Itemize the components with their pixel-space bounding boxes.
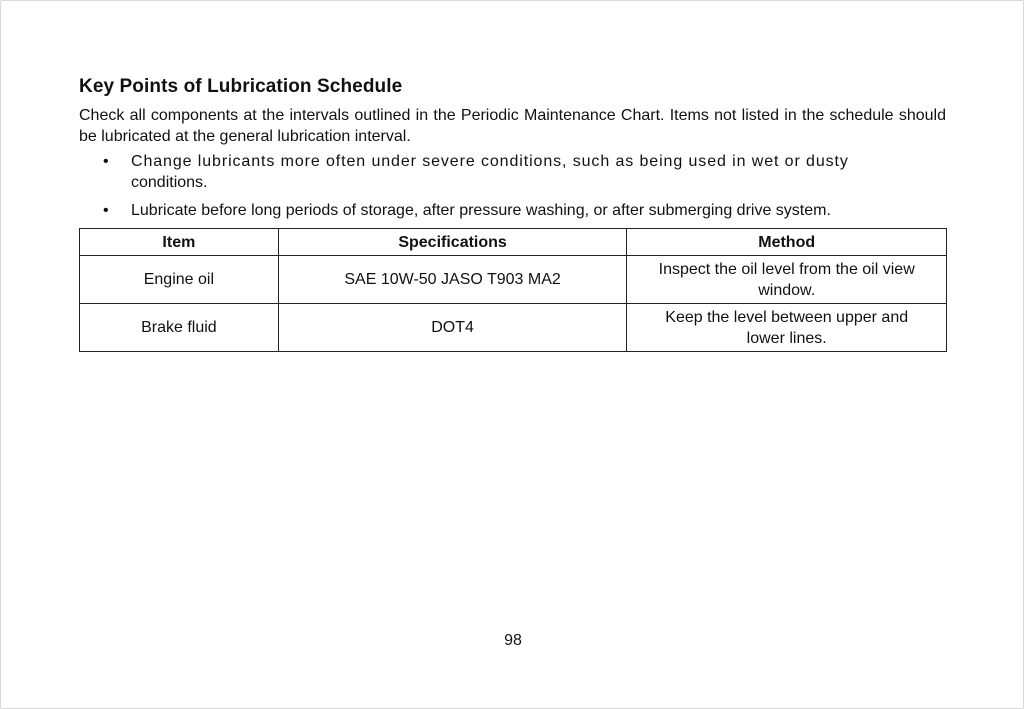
cell-method-line1: Keep the level between upper and	[665, 308, 909, 326]
table-header-row	[80, 229, 947, 256]
bullet-text-main: Change lubricants more often under severe conditions, such as being used in wet or dusty	[131, 153, 849, 170]
bullet-marker: •	[103, 202, 109, 219]
cell-method-line1: Inspect the oil level from the oil view	[658, 260, 915, 278]
column-header-specifications: Specifications	[278, 229, 627, 256]
bullet-text-tail: conditions.	[131, 174, 208, 191]
bullet-text: Lubricate before long periods of storage, after pressure washing, or after submerging drive system.	[131, 202, 831, 219]
table-row	[80, 256, 947, 304]
cell-specification: SAE 10W-50 JASO T903 MA2	[278, 256, 627, 304]
bullet-marker: •	[103, 153, 109, 170]
cell-method-line2: lower lines.	[746, 329, 827, 347]
lubrication-table	[79, 228, 947, 352]
bullet-list	[79, 151, 946, 221]
bullet-text	[131, 151, 946, 193]
section-heading: Key Points of Lubrication Schedule	[79, 76, 403, 97]
cell-item: Brake fluid	[80, 304, 279, 352]
cell-method	[627, 256, 947, 304]
bullet-item-severe-conditions	[79, 151, 946, 193]
page-content	[79, 75, 946, 352]
cell-specification: DOT4	[278, 304, 627, 352]
bullet-item-storage	[79, 200, 946, 221]
page-number: 98	[504, 632, 522, 649]
table-row	[80, 304, 947, 352]
cell-item: Engine oil	[80, 256, 279, 304]
cell-method-line2: window.	[758, 281, 816, 299]
intro-paragraph: Check all components at the intervals outlined in the Periodic Maintenance Chart. Items not listed in the schedule should be lubricated at the general lubrication interval.	[79, 107, 946, 145]
column-header-method: Method	[627, 229, 947, 256]
cell-method	[627, 304, 947, 352]
column-header-item: Item	[80, 229, 279, 256]
